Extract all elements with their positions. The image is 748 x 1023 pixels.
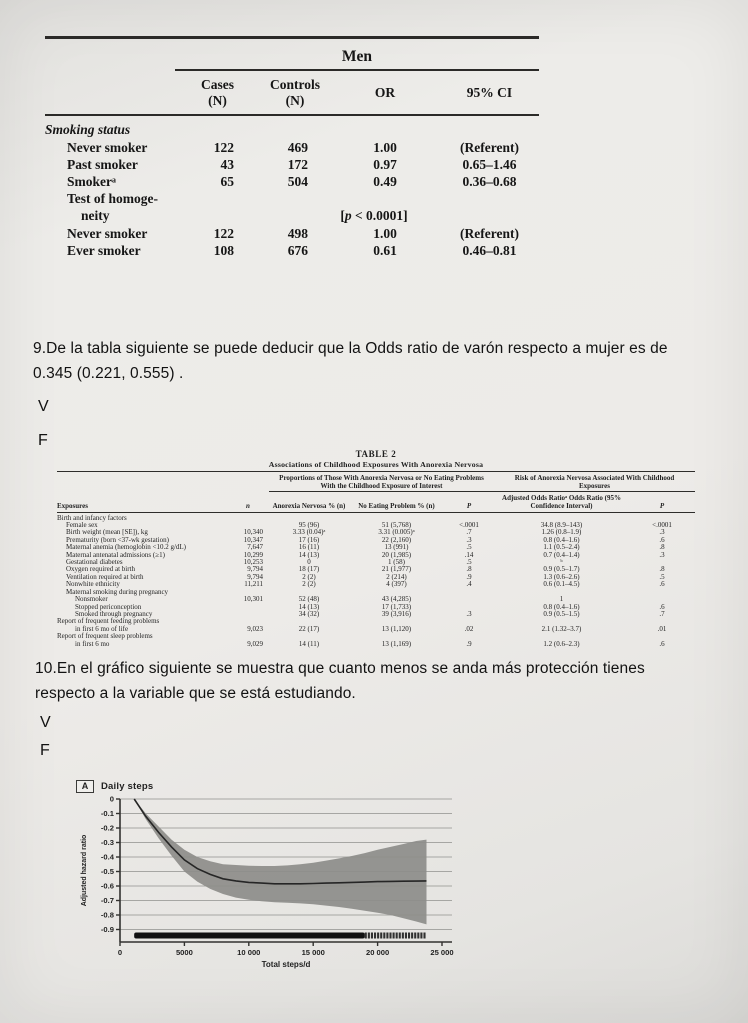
n-value: 10,299 [243, 550, 263, 559]
cases-value: 122 [213, 139, 234, 155]
question-9-option-false[interactable]: F [38, 432, 48, 449]
anorexia-value: 16 (11) [298, 543, 320, 552]
y-tick-label: -0.8 [100, 910, 114, 920]
table-row [45, 139, 539, 156]
odds-ratio-value: 0.8 (0.4–1.6) [543, 535, 580, 544]
label-line-2: in first 6 mo [75, 639, 110, 648]
confidence-band [134, 799, 426, 924]
rug-tick [411, 933, 413, 939]
no-eating-value: 17 (1,733) [381, 602, 412, 611]
p1-value: .02 [464, 624, 474, 633]
y-tick-label: -0.9 [100, 925, 114, 935]
group-header-risk: Risk of Anorexia Nervosa Associated With Childhood Exposures [494, 471, 695, 491]
table2-title: TABLE 2 [355, 449, 397, 459]
p1-value: .3 [466, 535, 472, 544]
col-header-no-eating: No Eating Problem % (n) [349, 491, 444, 512]
no-eating-value: 39 (3,916) [381, 609, 412, 618]
rug-tick [423, 933, 425, 939]
col-header-ci: 95% CI [440, 70, 539, 115]
anorexia-value: 95 (96) [298, 521, 320, 530]
p2-value: .6 [659, 580, 665, 589]
p2-value: .6 [659, 639, 665, 648]
odds-ratio-value: 0.7 (0.4–1.4) [543, 550, 580, 559]
x-axis-label: Total steps/d [261, 960, 311, 969]
group-header-spacer [57, 471, 269, 491]
col-header-or: OR [330, 70, 440, 115]
section-label: Smoking status [45, 121, 131, 137]
ci-value: (Referent) [460, 139, 519, 155]
no-eating-value: 13 (1,169) [381, 639, 412, 648]
n-value [227, 512, 269, 522]
table-row [45, 115, 539, 139]
table-row [57, 596, 695, 603]
p2-value: .8 [659, 565, 665, 574]
col-header-spacer [45, 70, 175, 115]
cases-value: 65 [220, 174, 234, 190]
label-line: Oxygen required at birth [66, 565, 136, 574]
ci-value: 0.65–1.46 [462, 156, 517, 172]
y-tick-label: -0.4 [100, 852, 114, 862]
y-tick-label: -0.6 [100, 881, 114, 891]
n-value [227, 611, 269, 618]
label-line: Ventilation required at birth [66, 572, 144, 581]
n-value: 7,647 [247, 543, 263, 552]
panel-label: A [76, 780, 94, 793]
table-row [57, 522, 695, 529]
anorexia-value: 3.33 (0.04)ᵃ [292, 528, 326, 537]
cases-value: 122 [213, 225, 234, 241]
odds-ratio-value: 1.3 (0.6–2.6) [543, 572, 580, 581]
anorexia-value: 0 [307, 558, 311, 567]
anorexia-exposures-table [57, 450, 695, 648]
table-row [57, 552, 695, 559]
x-tick-label: 0 [117, 948, 123, 957]
p2-value: .7 [659, 609, 665, 618]
row-label: Ever smoker [67, 242, 141, 258]
label-line: Maternal smoking during pregnancy [66, 587, 169, 596]
no-eating-value: 1 (58) [388, 558, 405, 567]
men-header-spacer [45, 38, 175, 71]
rug-tick [396, 933, 398, 939]
y-tick-label: -0.3 [100, 838, 114, 848]
col-header-exposures: Exposures [57, 491, 227, 512]
anorexia-value: 22 (17) [298, 624, 320, 633]
col-header-odds-ratio: Adjusted Odds Ratioᵃ Odds Ratio (95% Confidence Interval) [494, 491, 629, 512]
rug-tick [371, 933, 373, 939]
x-tick-label: 25 000 [430, 948, 454, 957]
y-tick-label: -0.7 [100, 896, 114, 906]
col-header-p2: P [629, 491, 695, 512]
row-label: Smokerᵃ [67, 174, 116, 190]
p1-value [444, 589, 494, 596]
x-tick-label: 20 000 [365, 948, 390, 957]
question-9-text: 9.De la tabla siguiente se puede deducir que la Odds ratio de varón respecto a mujer es de 0.345 (0.221, 0.555) . [33, 340, 668, 383]
exposure-label [57, 618, 227, 633]
odds-ratio-value: 1 [559, 595, 564, 604]
controls-value: 172 [287, 156, 308, 172]
rug-tick [368, 933, 370, 939]
table-row [57, 633, 695, 648]
x-tick-label: 5000 [175, 948, 193, 957]
rug-tick [399, 933, 401, 939]
ci-value: (Referent) [460, 225, 519, 241]
y-tick-label: -0.5 [100, 867, 114, 877]
ci-value: 0.36–0.68 [462, 174, 517, 190]
n-value: 9,029 [247, 639, 263, 648]
row-label: Never smoker [67, 139, 148, 155]
table-row [57, 618, 695, 633]
odds-ratio-value: 1.2 (0.6–2.3) [543, 639, 580, 648]
p2-value: .8 [659, 543, 665, 552]
col-header-cases: Cases (N) [175, 70, 260, 115]
p1-value: .9 [466, 639, 472, 648]
odds-ratio-value: 34.8 (8.9–143) [540, 521, 583, 530]
label-line: Gestational diabetes [66, 558, 123, 567]
label-line: Maternal antenatal admissions (≥1) [66, 550, 165, 559]
homogeneity-pvalue [175, 190, 539, 224]
p1-value: .5 [466, 558, 472, 567]
label-line: Nonwhite ethnicity [66, 580, 120, 589]
pval-rest: < 0.0001] [351, 208, 408, 224]
cases-value: 108 [213, 242, 234, 258]
row-label: Past smoker [67, 156, 138, 172]
p1-value: .7 [466, 528, 472, 537]
no-eating-value: 3.31 (0.005)ᵃ [378, 528, 415, 537]
p2-value: .3 [659, 528, 665, 537]
no-eating-value: 21 (1,977) [381, 565, 412, 574]
rug-tick [417, 933, 419, 939]
question-10-option-true[interactable]: V [40, 714, 51, 731]
table-row [57, 589, 695, 596]
rug-bar [134, 933, 365, 939]
anorexia-value: 34 (32) [298, 609, 320, 618]
anorexia-value: 14 (11) [298, 639, 320, 648]
anorexia-value: 14 (13) [298, 550, 320, 559]
rug-tick [402, 933, 404, 939]
label-line: Smoked through pregnancy [75, 609, 153, 618]
row-label: Never smoker [67, 225, 148, 241]
row-label [45, 190, 175, 224]
p1-value: <.0001 [459, 521, 479, 530]
col-header-controls: Controls (N) [260, 70, 330, 115]
n-value: 10,340 [243, 528, 263, 537]
col-header-n: n [227, 491, 269, 512]
or-value: 0.49 [373, 174, 397, 190]
label-line: neity [81, 208, 110, 224]
rug-tick [365, 933, 367, 939]
no-eating-value: 4 (397) [386, 580, 407, 589]
question-9-option-true[interactable]: V [38, 398, 49, 415]
controls-value: 469 [287, 139, 308, 155]
pval-open: [ [340, 208, 345, 224]
p2-value: .6 [659, 535, 665, 544]
controls-value: 498 [287, 225, 308, 241]
ci-value: 0.46–0.81 [462, 242, 517, 258]
table-row [57, 574, 695, 581]
odds-ratio-value: 1.26 (0.8–1.9) [541, 528, 582, 537]
table-row [57, 512, 695, 522]
rug-tick [393, 933, 395, 939]
anorexia-value: 2 (2) [302, 580, 316, 589]
no-eating-value: 13 (991) [384, 543, 409, 552]
rug-tick [377, 933, 379, 939]
p2-value: .01 [657, 624, 667, 633]
no-eating-value: 51 (5,768) [381, 521, 412, 530]
anorexia-value: 14 (13) [298, 602, 320, 611]
p2-value: .3 [659, 550, 665, 559]
n-value [227, 604, 269, 611]
p2-value: .6 [659, 602, 665, 611]
label-line: Report of frequent feeding problems [57, 617, 160, 626]
p2-value: .5 [659, 572, 665, 581]
label-line: Nonsmoker [75, 595, 108, 604]
p1-value: .5 [466, 543, 472, 552]
chart-title: Daily steps [101, 780, 154, 792]
n-value: 10,301 [243, 595, 263, 604]
rug-tick [414, 933, 416, 939]
rug-tick [405, 933, 407, 939]
controls-value: 676 [287, 242, 308, 258]
anorexia-value: 52 (48) [298, 595, 320, 604]
n-value: 9,794 [247, 565, 263, 574]
or-value: 0.61 [373, 242, 397, 258]
label-line: Stopped periconception [75, 602, 142, 611]
table-row [57, 559, 695, 566]
rug-tick [389, 933, 391, 939]
label-line: Female sex [66, 521, 98, 530]
question-10-text: 10.En el gráfico siguiente se muestra que cuanto menos se anda más protección tienes respecto a la variable que se está estudiando. [35, 660, 645, 703]
rug-tick [408, 933, 410, 939]
or-value: 0.97 [373, 156, 397, 172]
no-eating-value: 22 (2,160) [381, 535, 412, 544]
controls-value: 504 [287, 174, 308, 190]
p1-value: .3 [466, 609, 472, 618]
odds-ratio-value: 0.6 (0.1–4.5) [543, 580, 580, 589]
n-value: 9,794 [247, 572, 263, 581]
col-header-p1: P [444, 491, 494, 512]
table-row [57, 566, 695, 573]
anorexia-value: 17 (16) [298, 535, 320, 544]
no-eating-value: 43 (4,285) [381, 595, 412, 604]
men-group-header: Men [175, 38, 539, 71]
x-tick-label: 10 000 [237, 948, 261, 957]
rug-tick [380, 933, 382, 939]
label-line: Report of frequent sleep problems [57, 632, 153, 641]
anorexia-value: 2 (2) [302, 572, 316, 581]
n-value: 10,253 [243, 558, 263, 567]
label-line: Maternal anemia (hemoglobin <10.2 g/dL) [66, 543, 186, 552]
cases-value: 43 [220, 156, 234, 172]
label-line: Birth and infancy factors [57, 513, 127, 522]
p1-value: .9 [466, 572, 472, 581]
hazard-ratio-plot [76, 793, 508, 973]
p1-value: .4 [466, 580, 472, 589]
odds-ratio-value: ᵇ [560, 558, 563, 567]
label-line: Birth weight (mean [SE]), kg [66, 528, 148, 537]
question-10-option-false[interactable]: F [40, 742, 50, 759]
no-eating-value: 2 (214) [386, 572, 407, 581]
label-line: Prematurity (born <37-wk gestation) [66, 535, 169, 544]
label-line-2: in first 6 mo of life [75, 624, 129, 633]
rug-tick [420, 933, 422, 939]
x-tick-label: 15 000 [301, 948, 325, 957]
y-tick-label: -0.2 [100, 823, 114, 833]
group-header-proportions: Proportions of Those With Anorexia Nervosa or No Eating Problems With the Childhood Exposure of Interest [269, 471, 494, 491]
rug-tick [383, 933, 385, 939]
y-tick-label: -0.1 [100, 809, 114, 819]
table-row [45, 225, 539, 242]
table2-subtitle: Associations of Childhood Exposures With Anorexia Nervosa [268, 459, 484, 469]
rug-tick [374, 933, 376, 939]
odds-ratio-value: 2.1 (1.32–3.7) [541, 624, 582, 633]
table-row [45, 242, 539, 259]
odds-ratio-value: 1.1 (0.5–2.4) [543, 543, 580, 552]
rug-tick [386, 933, 388, 939]
smoking-or-table [45, 36, 539, 259]
table-row [45, 173, 539, 190]
no-eating-value: 13 (1,120) [381, 624, 412, 633]
n-value: 10,347 [243, 535, 263, 544]
exposure-label [57, 633, 227, 648]
anorexia-value: 18 (17) [298, 565, 320, 574]
odds-ratio-value: 0.9 (0.5–1.5) [543, 609, 580, 618]
label-line: Test of homoge- [67, 191, 158, 207]
p1-value: .8 [466, 565, 472, 574]
odds-ratio-value: 0.9 (0.5–1.7) [543, 565, 580, 574]
or-value: 1.00 [373, 225, 397, 241]
pval-var: p [344, 208, 352, 224]
p2-value: <.0001 [652, 521, 672, 530]
table-row [57, 604, 695, 611]
p1-value [444, 596, 494, 603]
table-row [45, 156, 539, 173]
no-eating-value: 20 (1,985) [381, 550, 412, 559]
y-tick-label: 0 [109, 794, 114, 804]
table-row [45, 190, 539, 224]
p1-value: .14 [464, 550, 474, 559]
col-header-anorexia: Anorexia Nervosa % (n) [269, 491, 349, 512]
daily-steps-hazard-chart [76, 779, 508, 973]
p2-value [629, 589, 695, 596]
odds-ratio-value: 0.8 (0.4–1.6) [543, 602, 580, 611]
or-value: 1.00 [373, 139, 397, 155]
n-value: 11,211 [244, 580, 263, 589]
n-value: 9,023 [247, 624, 263, 633]
y-axis-label: Adjusted hazard ratio [81, 834, 88, 907]
